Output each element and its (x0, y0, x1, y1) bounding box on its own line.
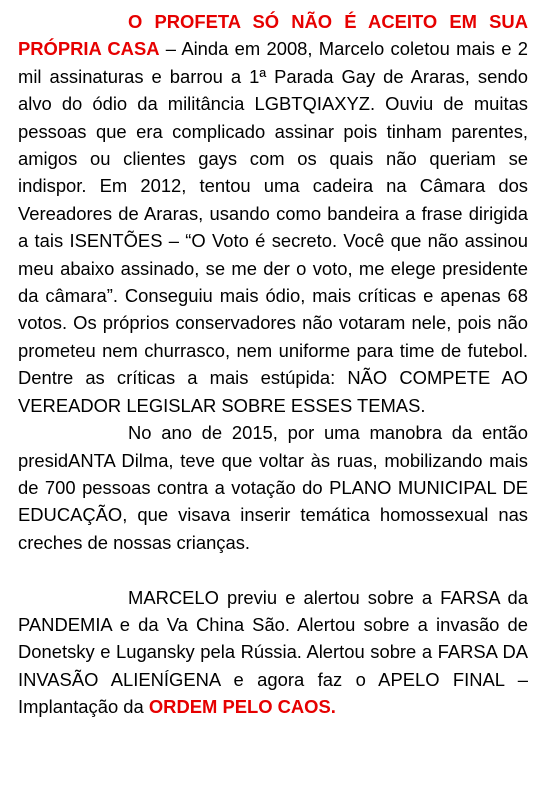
paragraph-marcelo (18, 584, 528, 721)
final-highlight: ORDEM PELO CAOS. (148, 696, 336, 718)
paragraph-profeta (18, 8, 528, 419)
paragraph-body: MARCELO previu e alertou sobre a FARSA da PANDEMIA e da Va China São. Alertou sobre a invasão de Donetsky e Lugansky pela Rússia. Alertou sobre a FARSA DA INVASÃO ALIENÍGENA e agora faz o APELO FINAL – Implantação da (18, 586, 528, 718)
paragraph-body: No ano de 2015, por uma manobra da então presidANTA Dilma, teve que voltar às ruas, mobilizando mais de 700 pessoas contra a votação do PLANO MUNICIPAL DE EDUCAÇÃO, que visava inserir temática homossexual nas creches de nossas crianças. (18, 422, 528, 553)
paragraph-2015 (18, 419, 528, 556)
blank-line (18, 556, 528, 583)
document-page (18, 8, 528, 721)
paragraph-body: – Ainda em 2008, Marcelo coletou mais e 2 mil assinaturas e barrou a 1ª Parada Gay de Araras, sendo alvo do ódio da militância LGBTQIAXYZ. Ouviu de muitas pessoas que era complicado assinar pois tinham parentes, amigos ou clientes gays com os quais não queriam se indispor. Em 2012, tentou uma cadeira na Câmara dos Vereadores de Araras, usando como bandeira a frase dirigida a tais ISENTÕES – “O Voto é secreto. Você que não assinou meu abaixo assinado, se me der o voto, me elege presidente da câmara”. Conseguiu mais ódio, mais críticas e apenas 68 votos. Os próprios conservadores não votaram nele, pois não prometeu nem churrasco, nem uniforme para time de futebol. Dentre as críticas a mais estúpida: NÃO COMPETE AO VEREADOR LEGISLAR SOBRE ESSES TEMAS. (18, 38, 528, 416)
section-heading: O PROFETA SÓ NÃO É ACEITO EM SUA PRÓPRIA CASA (18, 11, 528, 60)
